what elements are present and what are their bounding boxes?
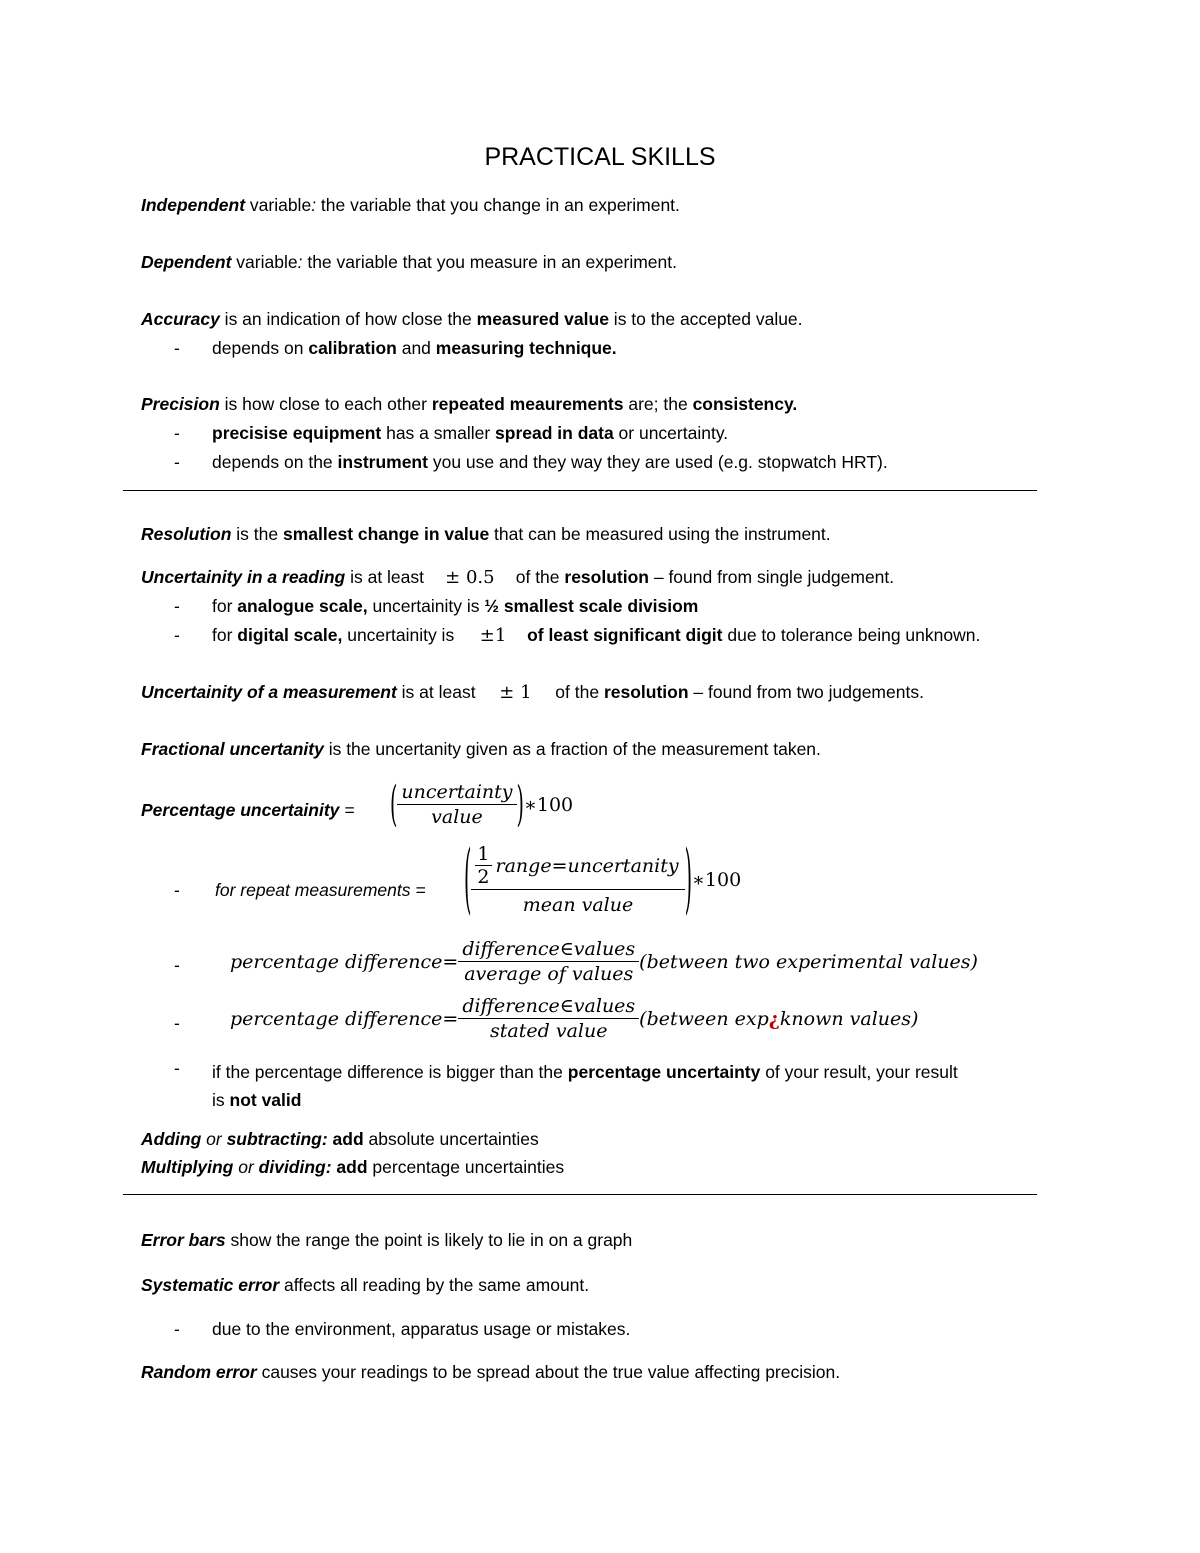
bold-text: digital scale, xyxy=(237,625,343,645)
repeat-measurements-formula xyxy=(464,835,742,924)
fraction xyxy=(458,938,639,985)
text: the variable that you change in an experiment. xyxy=(316,195,680,215)
bullet-dash: - xyxy=(174,955,180,975)
equals: = xyxy=(339,800,355,820)
text: for repeat measurements xyxy=(215,880,411,900)
right-paren: ) xyxy=(516,777,524,832)
error-bars-definition xyxy=(141,1230,632,1251)
numerator: uncertainty xyxy=(397,781,516,805)
bullet-dash: - xyxy=(174,423,180,443)
denominator: stated value xyxy=(490,1020,608,1042)
equals: = xyxy=(410,880,426,900)
section-divider xyxy=(123,490,1037,491)
bold-text: measuring technique. xyxy=(435,338,617,358)
text: is the xyxy=(231,524,283,544)
lhs: percentage difference= xyxy=(230,1007,459,1030)
bold-text: analogue scale, xyxy=(237,596,368,616)
multiplier: ∗100 xyxy=(523,793,574,816)
term: subtracting: xyxy=(226,1129,328,1149)
random-error-definition xyxy=(141,1362,840,1383)
percentage-uncertainty-formula xyxy=(390,777,574,832)
precision-bullet-2 xyxy=(212,452,888,473)
text: affects all reading by the same amount. xyxy=(279,1275,590,1295)
percentage-difference-formula-2 xyxy=(230,995,918,1042)
text: that can be measured using the instrument. xyxy=(489,524,831,544)
bold-text: add xyxy=(327,1129,364,1149)
page-title: PRACTICAL SKILLS xyxy=(484,143,716,171)
bold-text: resolution xyxy=(564,567,649,587)
term: Percentage uncertainity xyxy=(141,800,340,820)
left-paren: ( xyxy=(390,777,398,832)
text: – found from two judgements. xyxy=(688,682,924,702)
bold-text: measured value xyxy=(476,309,609,329)
text: due to tolerance being unknown. xyxy=(722,625,981,645)
fraction xyxy=(397,781,516,828)
half-numerator: 1 xyxy=(477,843,490,865)
text: is to the accepted value. xyxy=(608,309,803,329)
term: Systematic error xyxy=(141,1275,280,1295)
text: of your result, your result xyxy=(760,1062,958,1082)
digital-scale-bullet xyxy=(212,625,980,646)
adding-rule xyxy=(141,1129,539,1150)
numerator: difference∈values xyxy=(458,938,639,962)
colon: : xyxy=(297,252,303,272)
denominator: value xyxy=(431,806,483,828)
text: the variable that you measure in an experiment. xyxy=(302,252,677,272)
bullet-dash: - xyxy=(174,1319,180,1339)
bold-text: add xyxy=(331,1157,368,1177)
term: Uncertainity of a measurement xyxy=(141,682,397,702)
bold-text: instrument xyxy=(337,452,428,472)
math-expression: ± 0.5 xyxy=(445,567,495,588)
text: is an indication of how close the xyxy=(219,309,477,329)
note: (between two experimental values) xyxy=(639,950,978,973)
dependent-variable-definition xyxy=(141,252,677,273)
term: dividing: xyxy=(258,1157,332,1177)
bold-text: resolution xyxy=(603,682,689,702)
text: uncertainity is xyxy=(342,625,460,645)
multiplying-rule xyxy=(141,1157,564,1178)
bold-text: spread in data xyxy=(495,423,614,443)
term: Multiplying xyxy=(141,1157,234,1177)
fractional-uncertainty-definition xyxy=(141,739,821,760)
precision-bullet-1 xyxy=(212,423,728,444)
text: for xyxy=(212,625,238,645)
term: Independent xyxy=(141,195,246,215)
precision-definition xyxy=(141,394,797,415)
bold-text: ½ smallest scale divisiom xyxy=(484,596,699,616)
text: or uncertainty. xyxy=(613,423,729,443)
text: is xyxy=(212,1090,230,1110)
accuracy-definition xyxy=(141,309,803,330)
text: you use and they way they are used (e.g. stopwatch HRT). xyxy=(427,452,888,472)
half-fraction xyxy=(475,843,491,888)
bullet-dash: - xyxy=(174,596,180,616)
text: is how close to each other xyxy=(219,394,432,414)
systematic-error-definition xyxy=(141,1275,589,1296)
term: Adding xyxy=(141,1129,202,1149)
term: Precision xyxy=(141,394,220,414)
note: (between exp xyxy=(639,1007,769,1030)
text: is the uncertanity given as a fraction of the measurement taken. xyxy=(323,739,821,759)
denominator: average of values xyxy=(464,963,634,985)
bullet-dash: - xyxy=(174,338,180,358)
bold-text: not valid xyxy=(229,1090,302,1110)
left-paren: ( xyxy=(464,835,472,924)
error-glyph: ¿ xyxy=(768,1007,780,1030)
bold-text: smallest change in value xyxy=(282,524,490,544)
term: Resolution xyxy=(141,524,232,544)
resolution-definition xyxy=(141,524,831,545)
term: Uncertainity in a reading xyxy=(141,567,346,587)
text: is at least xyxy=(345,567,429,587)
text: uncertainity is xyxy=(367,596,485,616)
text: absolute uncertainties xyxy=(363,1129,539,1149)
percentage-uncertainty-label xyxy=(141,800,355,821)
section-divider xyxy=(123,1194,1037,1195)
percentage-difference-formula-1 xyxy=(230,938,978,985)
bold-text: consistency. xyxy=(692,394,798,414)
text: depends on xyxy=(212,338,309,358)
independent-variable-definition xyxy=(141,195,680,216)
text: are; the xyxy=(623,394,693,414)
colon: : xyxy=(311,195,317,215)
lhs: percentage difference= xyxy=(230,950,459,973)
term: Error bars xyxy=(141,1230,226,1250)
validity-bullet xyxy=(212,1058,958,1114)
analogue-scale-bullet xyxy=(212,596,698,617)
bullet-dash: - xyxy=(174,452,180,472)
term: Fractional uncertanity xyxy=(141,739,324,759)
uncertainty-reading-definition xyxy=(141,567,894,588)
bold-text: calibration xyxy=(308,338,397,358)
repeat-measurements-label xyxy=(215,880,426,901)
uncertainty-measurement-definition xyxy=(141,682,924,703)
numerator xyxy=(471,843,684,890)
bold-text: repeated meaurements xyxy=(431,394,624,414)
text: causes your readings to be spread about the true value affecting precision. xyxy=(256,1362,841,1382)
multiplier: ∗100 xyxy=(692,868,742,891)
fraction xyxy=(458,995,639,1042)
fraction xyxy=(471,843,684,916)
text: if the percentage difference is bigger than the xyxy=(212,1062,568,1082)
bullet-dash: - xyxy=(174,880,180,900)
term: Random error xyxy=(141,1362,257,1382)
half-denominator: 2 xyxy=(477,866,490,888)
note: known values) xyxy=(779,1007,919,1030)
text: of the xyxy=(510,567,565,587)
bold-text: of least significant digit xyxy=(527,625,723,645)
text: – found from single judgement. xyxy=(648,567,895,587)
bold-text: percentage uncertainty xyxy=(567,1062,761,1082)
bold-text: precisise equipment xyxy=(212,423,382,443)
denominator: mean value xyxy=(522,894,634,916)
math-expression: ± 1 xyxy=(499,682,532,703)
systematic-error-bullet: due to the environment, apparatus usage or mistakes. xyxy=(212,1319,631,1339)
text: show the range the point is likely to lie in on a graph xyxy=(225,1230,633,1250)
text: or xyxy=(201,1129,227,1149)
bullet-dash: - xyxy=(174,1058,180,1078)
numerator: difference∈values xyxy=(458,995,639,1019)
text: of the xyxy=(550,682,604,702)
text: depends on the xyxy=(212,452,338,472)
bullet-dash: - xyxy=(174,1013,180,1033)
term: Accuracy xyxy=(141,309,220,329)
text: for xyxy=(212,596,238,616)
text: and xyxy=(396,338,436,358)
term: Dependent xyxy=(141,252,232,272)
bullet-dash: - xyxy=(174,625,180,645)
text: percentage uncertainties xyxy=(367,1157,565,1177)
text: variable xyxy=(231,252,298,272)
text: or xyxy=(233,1157,259,1177)
right-paren: ) xyxy=(684,835,692,924)
math-expression: ±1 xyxy=(479,625,507,646)
numerator-text: range=uncertanity xyxy=(495,854,679,877)
text: has a smaller xyxy=(381,423,496,443)
accuracy-bullet xyxy=(212,338,617,359)
text: variable xyxy=(245,195,312,215)
text: is at least xyxy=(396,682,481,702)
